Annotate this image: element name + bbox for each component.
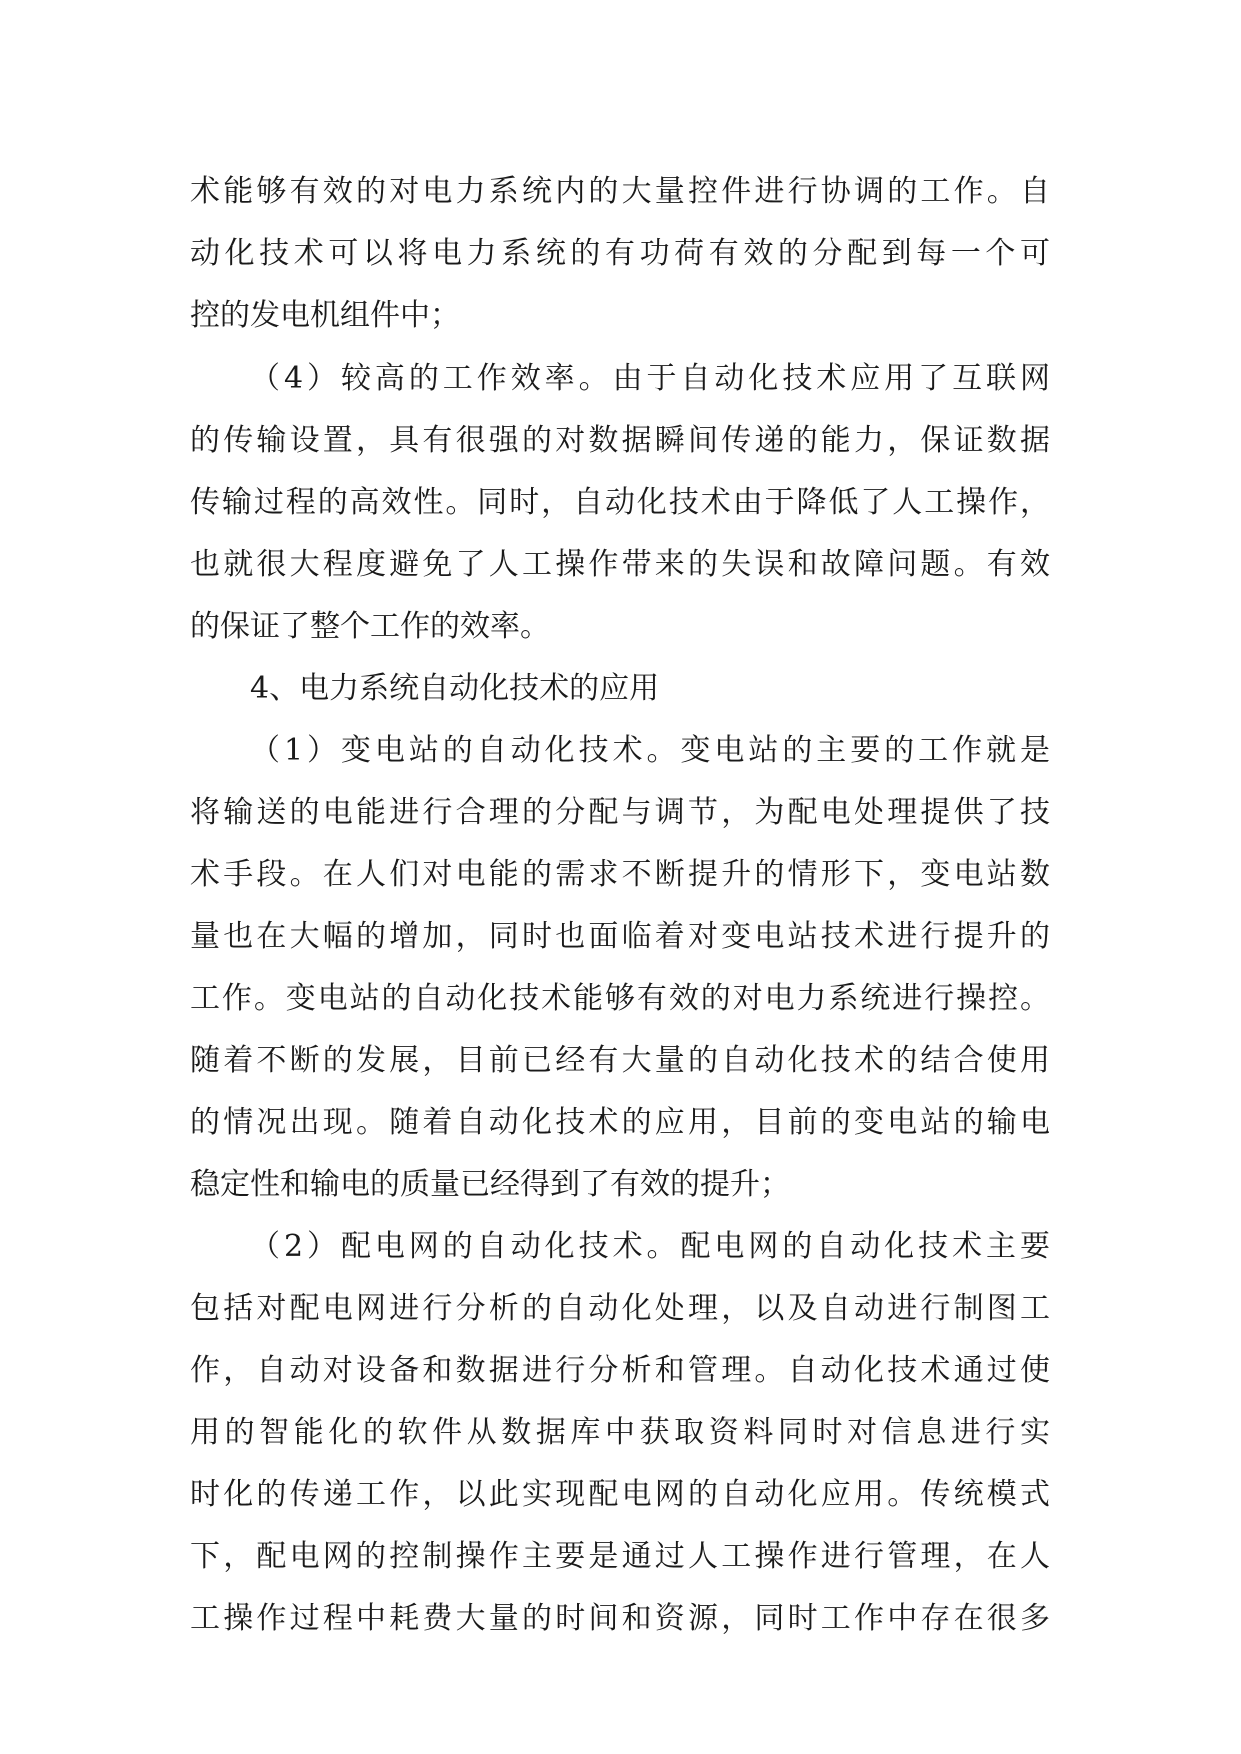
paragraph-line: 术能够有效的对电力系统内的大量控件进行协调的工作。自 — [190, 174, 1050, 209]
paragraph-line: 的保证了整个工作的效率。 — [190, 609, 550, 644]
paragraph-line: 动化技术可以将电力系统的有功荷有效的分配到每一个可 — [190, 236, 1050, 271]
paragraph-line: 也就很大程度避免了人工操作带来的失误和故障问题。有效 — [190, 547, 1050, 582]
paragraph-line: 工作。变电站的自动化技术能够有效的对电力系统进行操控。 — [190, 981, 1050, 1016]
paragraph-line: 量也在大幅的增加，同时也面临着对变电站技术进行提升的 — [190, 919, 1050, 954]
paragraph-line: （1）变电站的自动化技术。变电站的主要的工作就是 — [250, 733, 1050, 768]
paragraph-line: 随着不断的发展，目前已经有大量的自动化技术的结合使用 — [190, 1043, 1050, 1078]
paragraph-line: 稳定性和输电的质量已经得到了有效的提升； — [190, 1167, 790, 1202]
section-heading: 4、电力系统自动化技术的应用 — [250, 671, 660, 706]
paragraph-line: 时化的传递工作，以此实现配电网的自动化应用。传统模式 — [190, 1477, 1050, 1512]
paragraph-line: 的情况出现。随着自动化技术的应用，目前的变电站的输电 — [190, 1105, 1050, 1140]
paragraph-line: 控的发电机组件中； — [190, 298, 460, 333]
paragraph-line: 用的智能化的软件从数据库中获取资料同时对信息进行实 — [190, 1415, 1050, 1450]
paragraph-line: 传输过程的高效性。同时，自动化技术由于降低了人工操作， — [190, 485, 1050, 520]
paragraph-line: 下，配电网的控制操作主要是通过人工操作进行管理，在人 — [190, 1539, 1050, 1574]
paragraph-line: （2）配电网的自动化技术。配电网的自动化技术主要 — [250, 1229, 1050, 1264]
paragraph-line: 术手段。在人们对电能的需求不断提升的情形下，变电站数 — [190, 857, 1050, 892]
paragraph-line: 的传输设置，具有很强的对数据瞬间传递的能力，保证数据 — [190, 423, 1050, 458]
paragraph-line: 包括对配电网进行分析的自动化处理，以及自动进行制图工 — [190, 1291, 1050, 1326]
paragraph-line: 作，自动对设备和数据进行分析和管理。自动化技术通过使 — [190, 1353, 1050, 1388]
paragraph-line: （4）较高的工作效率。由于自动化技术应用了互联网 — [250, 361, 1050, 396]
paragraph-line: 工操作过程中耗费大量的时间和资源，同时工作中存在很多 — [190, 1601, 1050, 1636]
paragraph-line: 将输送的电能进行合理的分配与调节，为配电处理提供了技 — [190, 795, 1050, 830]
